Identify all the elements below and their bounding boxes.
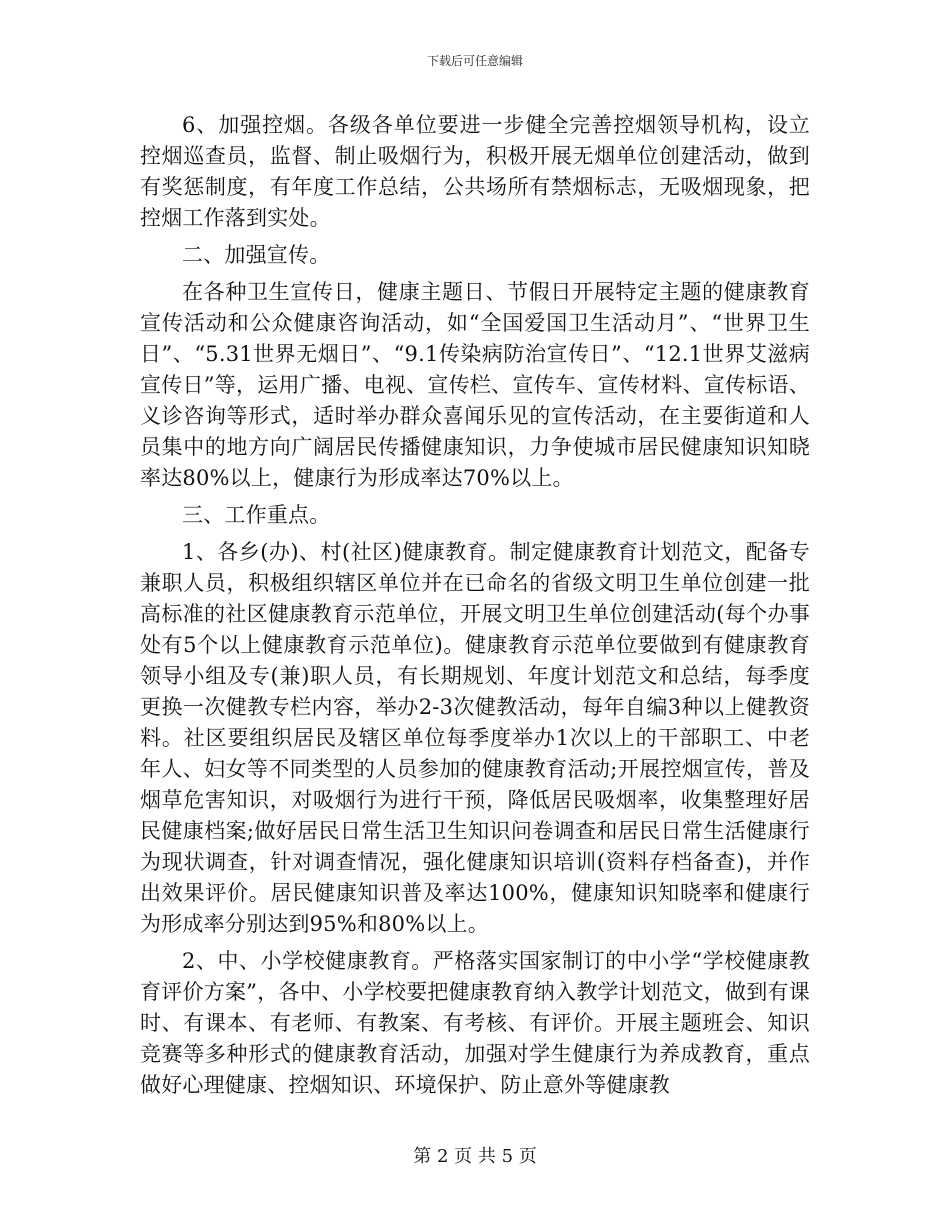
- document-body: [140, 110, 810, 1107]
- section-heading-publicity: 二、加强宣传。: [182, 243, 331, 267]
- section-heading-key-work: 三、工作重点。: [182, 503, 331, 527]
- page-header-note: 下载后可任意编辑: [426, 54, 523, 68]
- paragraph-school-education: 2、中、小学校健康教育。严格落实国家制订的中小学“学校健康教育评价方案”，各中、小学校要把健康教育纳入教学计划范文，做到有课时、有课本、有老师、有教案、有考核、有评价。开展主题班会、知识竞赛等多种形式的健康教育活动，加强对学生健康行为养成教育，重点做好心理健康、控烟知识、环境保护、防止意外等健康教: [140, 949, 810, 1097]
- paragraph-publicity: 在各种卫生宣传日，健康主题日、节假日开展特定主题的健康教育宣传活动和公众健康咨询活动，如“全国爱国卫生活动月”、“世界卫生日”、“5.31世界无烟日”、“9.1传染病防治宣传日”、“12.1世界艾滋病宣传日”等，运用广播、电视、宣传栏、宣传车、宣传材料、宣传标语、义诊咨询等形式，适时举办群众喜闻乐见的宣传活动，在主要街道和人员集中的地方向广阔居民传播健康知识，力争使城市居民健康知识知晓率达80%以上，健康行为形成率达70%以上。: [140, 280, 810, 490]
- page-number: 第 2 页 共 5 页: [413, 1146, 537, 1167]
- paragraph-tobacco-control: 6、加强控烟。各级各单位要进一步健全完善控烟领导机构，设立控烟巡查员，监督、制止吸烟行为，积极开展无烟单位创建活动，做到有奖惩制度，有年度工作总结，公共场所有禁烟标志，无吸烟现象，把控烟工作落到实处。: [140, 113, 810, 230]
- paragraph-community-education: 1、各乡(办)、村(社区)健康教育。制定健康教育计划范文，配备专兼职人员，积极组织辖区单位并在已命名的省级文明卫生单位创建一批高标准的社区健康教育示范单位，开展文明卫生单位创建活动(每个办事处有5个以上健康教育示范单位)。健康教育示范单位要做到有健康教育领导小组及专(兼)职人员，有长期规划、年度计划范文和总结，每季度更换一次健教专栏内容，举办2-3次健教活动，每年自编3种以上健教资料。社区要组织居民及辖区单位每季度举办1次以上的干部职工、中老年人、妇女等不同类型的人员参加的健康教育活动;开展控烟宣传，普及烟草危害知识，对吸烟行为进行干预，降低居民吸烟率，收集整理好居民健康档案;做好居民日常生活卫生知识问卷调查和居民日常生活健康行为现状调查，针对调查情况，强化健康知识培训(资料存档备查)，并作出效果评价。居民健康知识普及率达100%，健康知识知晓率和健康行为形成率分别达到95%和80%以上。: [140, 540, 810, 936]
